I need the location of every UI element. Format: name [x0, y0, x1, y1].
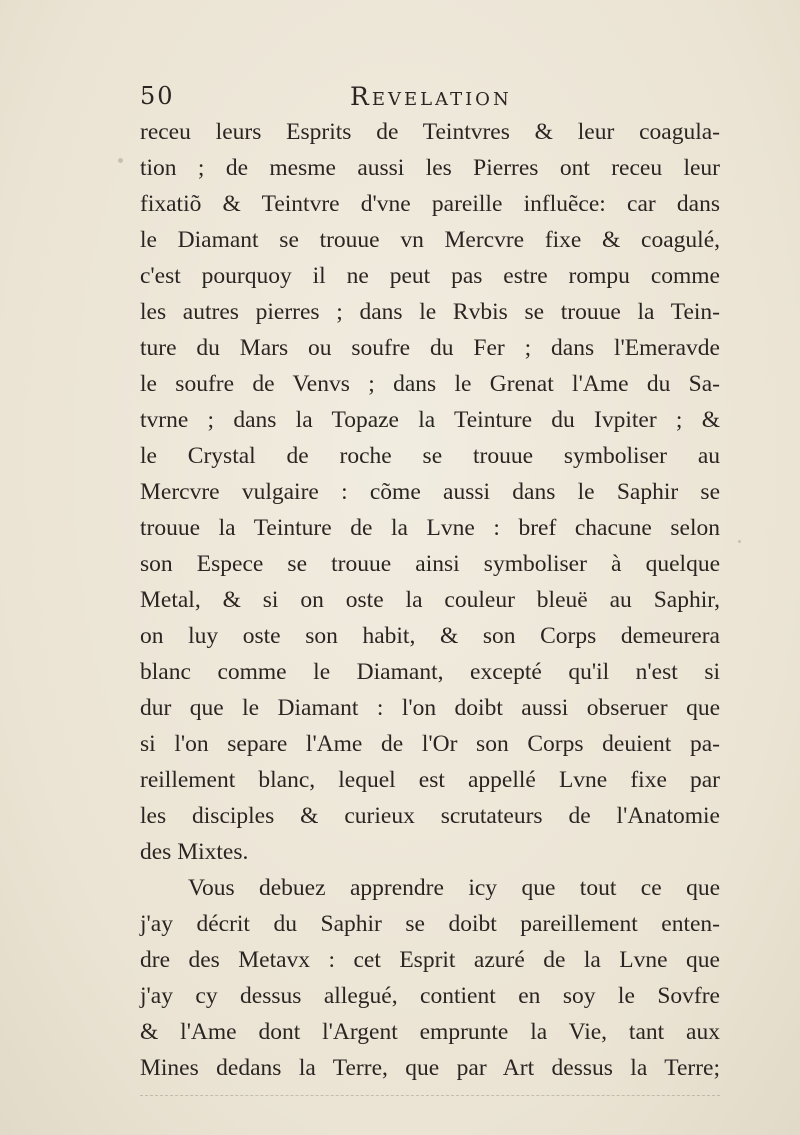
text-line: Metal, & si on oste la couleur bleuë au Saphir, [140, 587, 720, 613]
running-head [140, 82, 580, 118]
text-line: tvrne ; dans la Topaze la Teinture du Ivpiter ; & [140, 407, 720, 433]
text-line: les disciples & curieux scrutateurs de l'Anatomie [140, 803, 720, 829]
text-line: j'ay décrit du Saphir se doibt pareillement enten- [140, 911, 720, 937]
text-line: fixatiõ & Teintvre d'vne pareille influẽce: car dans [140, 191, 720, 217]
text-line: le Crystal de roche se trouue symboliser au [140, 443, 720, 469]
text-line: ture du Mars ou soufre du Fer ; dans l'Emeravde [140, 335, 720, 361]
text-line: son Espece se trouue ainsi symboliser à quelque [140, 551, 720, 577]
text-line: les autres pierres ; dans le Rvbis se trouue la Tein- [140, 299, 720, 325]
text-line: Vous debuez apprendre icy que tout ce que [188, 875, 720, 901]
text-line: si l'on separe l'Ame de l'Or son Corps deuient pa- [140, 731, 720, 757]
show-through-line [140, 1095, 720, 1102]
text-line: & l'Ame dont l'Argent emprunte la Vie, tant aux [140, 1019, 720, 1045]
text-line: des Mixtes. [140, 839, 249, 865]
text-line: trouue la Teinture de la Lvne : bref chacune selon [140, 515, 720, 541]
text-line: c'est pourquoy il ne peut pas estre rompu comme [140, 263, 720, 289]
text-line: blanc comme le Diamant, excepté qu'il n'est si [140, 659, 720, 685]
text-line: reillement blanc, lequel est appellé Lvne fixe par [140, 767, 720, 793]
text-line: on luy oste son habit, & son Corps demeurera [140, 623, 720, 649]
ink-spot [118, 158, 123, 163]
text-line: tion ; de mesme aussi les Pierres ont receu leur [140, 155, 720, 181]
page-number: 50 [140, 82, 175, 110]
text-line: Mines dedans la Terre, que par Art dessus la Terre; [140, 1055, 720, 1081]
text-line: receu leurs Esprits de Teintvres & leur coagula- [140, 119, 720, 145]
text-line: le soufre de Venvs ; dans le Grenat l'Ame du Sa- [140, 371, 720, 397]
text-line: dur que le Diamant : l'on doibt aussi obseruer que [140, 695, 720, 721]
ink-spot [738, 540, 741, 543]
text-line: le Diamant se trouue vn Mercvre fixe & coagulé, [140, 227, 720, 253]
header-title: Revelation [350, 82, 512, 111]
text-line: j'ay cy dessus allegué, contient en soy le Sovfre [140, 983, 720, 1009]
text-line: dre des Metavx : cet Esprit azuré de la Lvne que [140, 947, 720, 973]
text-line: Mercvre vulgaire : cõme aussi dans le Saphir se [140, 479, 720, 505]
